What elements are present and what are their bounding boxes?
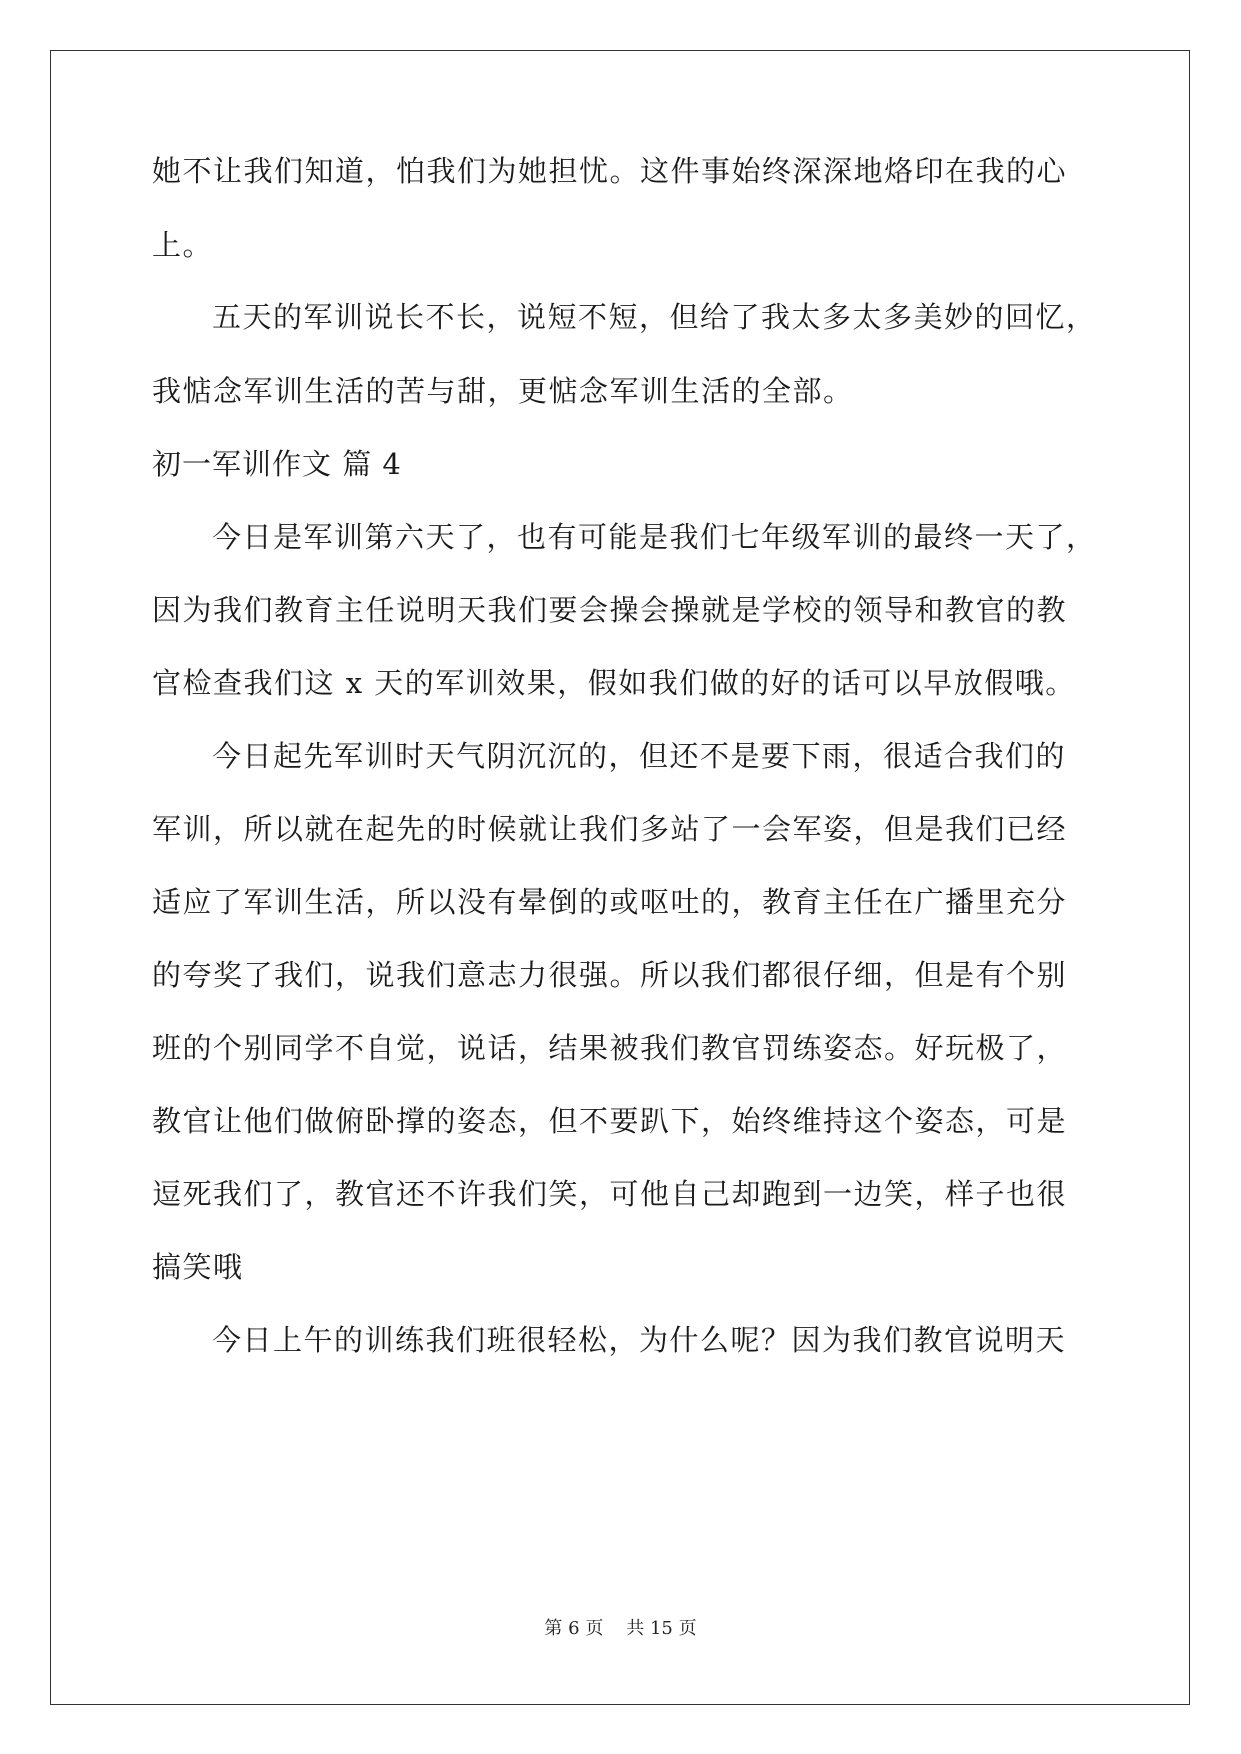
- body-text-line: 的夸奖了我们，说我们意志力很强。所以我们都很仔细，但是有个别: [152, 958, 1068, 992]
- body-text-line: 适应了军训生活，所以没有晕倒的或呕吐的，教育主任在广播里充分: [152, 885, 1068, 919]
- body-text-line: 搞笑哦: [152, 1250, 244, 1284]
- page-number: 第 6 页: [544, 1618, 604, 1639]
- body-text-line: 今日上午的训练我们班很轻松，为什么呢？因为我们教官说明天: [212, 1323, 1067, 1357]
- body-text-line: 我惦念军训生活的苦与甜，更惦念军训生活的全部。: [152, 374, 854, 408]
- page-total: 共 15 页: [626, 1618, 697, 1639]
- body-text-line: 今日是军训第六天了，也有可能是我们七年级军训的最终一天了，: [212, 520, 1097, 554]
- body-text-line: 今日起先军训时天气阴沉沉的，但还不是要下雨，很适合我们的: [212, 739, 1067, 773]
- body-text-line: 她不让我们知道，怕我们为她担忧。这件事始终深深地烙印在我的心: [152, 154, 1068, 188]
- body-text-line: 上。: [152, 228, 214, 262]
- body-text-line: 军训，所以就在起先的时候就让我们多站了一会军姿，但是我们已经: [152, 812, 1068, 846]
- body-text-line: 官检查我们这 x 天的军训效果，假如我们做的好的话可以早放假哦。: [152, 666, 1076, 700]
- body-text-line: 因为我们教育主任说明天我们要会操会操就是学校的领导和教官的教: [152, 593, 1068, 627]
- body-text-line: 班的个别同学不自觉，说话，结果被我们教官罚练姿态。好玩极了，: [152, 1031, 1068, 1065]
- body-text-line: 逗死我们了，教官还不许我们笑，可他自己却跑到一边笑，样子也很: [152, 1177, 1068, 1211]
- body-text-line: 五天的军训说长不长，说短不短，但给了我太多太多美妙的回忆，: [212, 300, 1097, 334]
- page-footer: [0, 1617, 1241, 1641]
- section-heading: 初一军训作文 篇 4: [152, 447, 402, 481]
- body-text-line: 教官让他们做俯卧撑的姿态，但不要趴下，始终维持这个姿态，可是: [152, 1104, 1068, 1138]
